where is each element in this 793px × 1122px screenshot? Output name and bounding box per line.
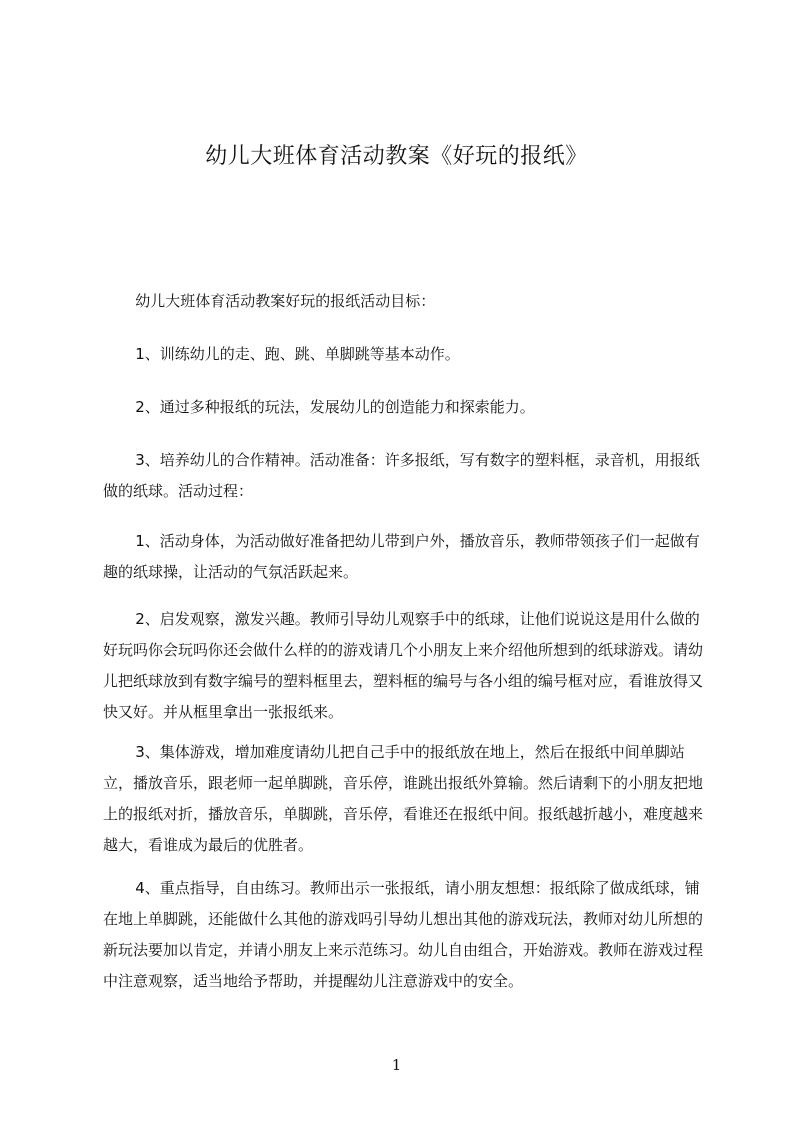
process-step-3: 3、集体游戏，增加难度请幼儿把自己手中的报纸放在地上，然后在报纸中间单脚站立，播放音乐，跟老师一起单脚跳，音乐停，谁跳出报纸外算输。然后请剩下的小朋友把地上的报纸对折，播放音乐，单脚跳，音乐停，看谁还在报纸中间。报纸越折越小，难度越来越大，看谁成为最后的优胜者。 [103,743,704,854]
objective-3-and-preparation: 3、培养幼儿的合作精神。活动准备：许多报纸，写有数字的塑料框，录音机，用报纸做的纸球。活动过程： [103,451,700,500]
page-number: 1 [391,1056,402,1074]
document-title: 幼儿大班体育活动教案《好玩的报纸》 [205,144,588,169]
process-step-4: 4、重点指导，自由练习。教师出示一张报纸，请小朋友想想：报纸除了做成纸球，铺在地上单脚跳，还能做什么其他的游戏吗引导幼儿想出其他的游戏玩法，教师对幼儿所想的新玩法要加以肯定，并请小朋友上来示范练习。幼儿自由组合，开始游戏。教师在游戏过程中注意观察，适当地给予帮助，并提醒幼儿注意游戏中的安全。 [103,879,704,990]
objective-2: 2、通过多种报纸的玩法，发展幼儿的创造能力和探索能力。 [135,398,535,416]
objectives-heading: 幼儿大班体育活动教案好玩的报纸活动目标： [135,292,436,310]
objective-1: 1、训练幼儿的走、跑、跳、单脚跳等基本动作。 [135,345,460,363]
process-step-1: 1、活动身体，为活动做好准备把幼儿带到户外，播放音乐，教师带领孩子们一起做有趣的纸球操，让活动的气氛活跃起来。 [103,532,700,581]
process-step-2: 2、启发观察，激发兴趣。教师引导幼儿观察手中的纸球，让他们说说这是用什么做的好玩吗你会玩吗你还会做什么样的的游戏请几个小朋友上来介绍他所想到的纸球游戏。请幼儿把纸球放到有数字编号的塑料框里去，塑料框的编号与各小组的编号框对应，看谁放得又快又好。并从框里拿出一张报纸来。 [103,610,704,721]
